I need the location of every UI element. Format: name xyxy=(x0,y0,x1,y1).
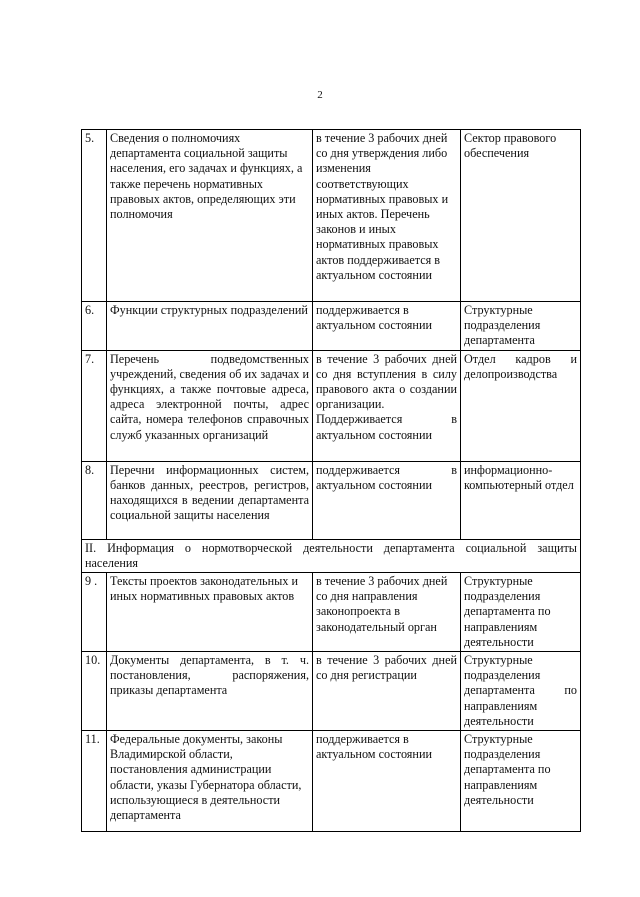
info-cell: Перечни информационных систем, банков данных, реестров, регистров, находящихся в ведении департамента социальной защиты населения xyxy=(107,461,313,539)
section-row xyxy=(82,539,581,572)
row-number: 5. xyxy=(82,130,107,302)
info-table xyxy=(81,129,581,832)
row-number: 11. xyxy=(82,731,107,832)
term-cell: поддерживается в актуальном состоянии xyxy=(313,461,461,539)
row-number: 6. xyxy=(82,302,107,351)
row-number: 7. xyxy=(82,350,107,461)
term-cell: в течение 3 рабочих дней со дня вступления в силу правового акта о создании организации. Поддерживается в актуальном состоянии xyxy=(313,350,461,461)
row-number: 9 . xyxy=(82,573,107,652)
info-cell: Тексты проектов законодательных и иных нормативных правовых актов xyxy=(107,573,313,652)
term-cell: в течение 3 рабочих дней со дня направления законопроекта в законодательный орган xyxy=(313,573,461,652)
info-cell: Перечень подведомственных учреждений, сведения об их задачах и функциях, а также почтовые адреса, адреса электронной почты, адрес сайта, номера телефонов справочных служб указанных организаций xyxy=(107,350,313,461)
table-row xyxy=(82,731,581,832)
responsible-cell: Структурные подразделения департамента по направлениям деятельности xyxy=(461,652,581,731)
table-row xyxy=(82,130,581,302)
info-cell: Функции структурных подразделений xyxy=(107,302,313,351)
info-cell: Сведения о полномочиях департамента социальной защиты населения, его задачах и функциях, а также перечень нормативных правовых актов, определяющих эти полномочия xyxy=(107,130,313,302)
page-number: 2 xyxy=(317,89,323,101)
responsible-cell: Сектор правового обеспечения xyxy=(461,130,581,302)
table-row xyxy=(82,573,581,652)
info-cell: Федеральные документы, законы Владимирской области, постановления администрации области, указы Губернатора области, использующиеся в деятельности департамента xyxy=(107,731,313,832)
info-cell: Документы департамента, в т. ч. постановления, распоряжения, приказы департамента xyxy=(107,652,313,731)
table-row xyxy=(82,350,581,461)
row-number: 10. xyxy=(82,652,107,731)
table-row xyxy=(82,302,581,351)
section-title: II. Информация о нормотворческой деятельности департамента социальной защиты населения xyxy=(82,539,581,572)
responsible-cell: Структурные подразделения департамента по направлениям деятельности xyxy=(461,573,581,652)
table-row xyxy=(82,461,581,539)
responsible-cell: Отдел кадров и делопроизводства xyxy=(461,350,581,461)
table-row xyxy=(82,652,581,731)
term-cell: в течение 3 рабочих дней со дня утверждения либо изменения соответствующих нормативных правовых и иных актов. Перечень законов и иных нормативных правовых актов поддерживается в актуальном состоянии xyxy=(313,130,461,302)
term-cell: поддерживается в актуальном состоянии xyxy=(313,302,461,351)
row-number: 8. xyxy=(82,461,107,539)
responsible-cell: информационно-компьютерный отдел xyxy=(461,461,581,539)
responsible-cell: Структурные подразделения департамента по направлениям деятельности xyxy=(461,731,581,832)
term-cell: в течение 3 рабочих дней со дня регистрации xyxy=(313,652,461,731)
responsible-cell: Структурные подразделения департамента xyxy=(461,302,581,351)
term-cell: поддерживается в актуальном состоянии xyxy=(313,731,461,832)
